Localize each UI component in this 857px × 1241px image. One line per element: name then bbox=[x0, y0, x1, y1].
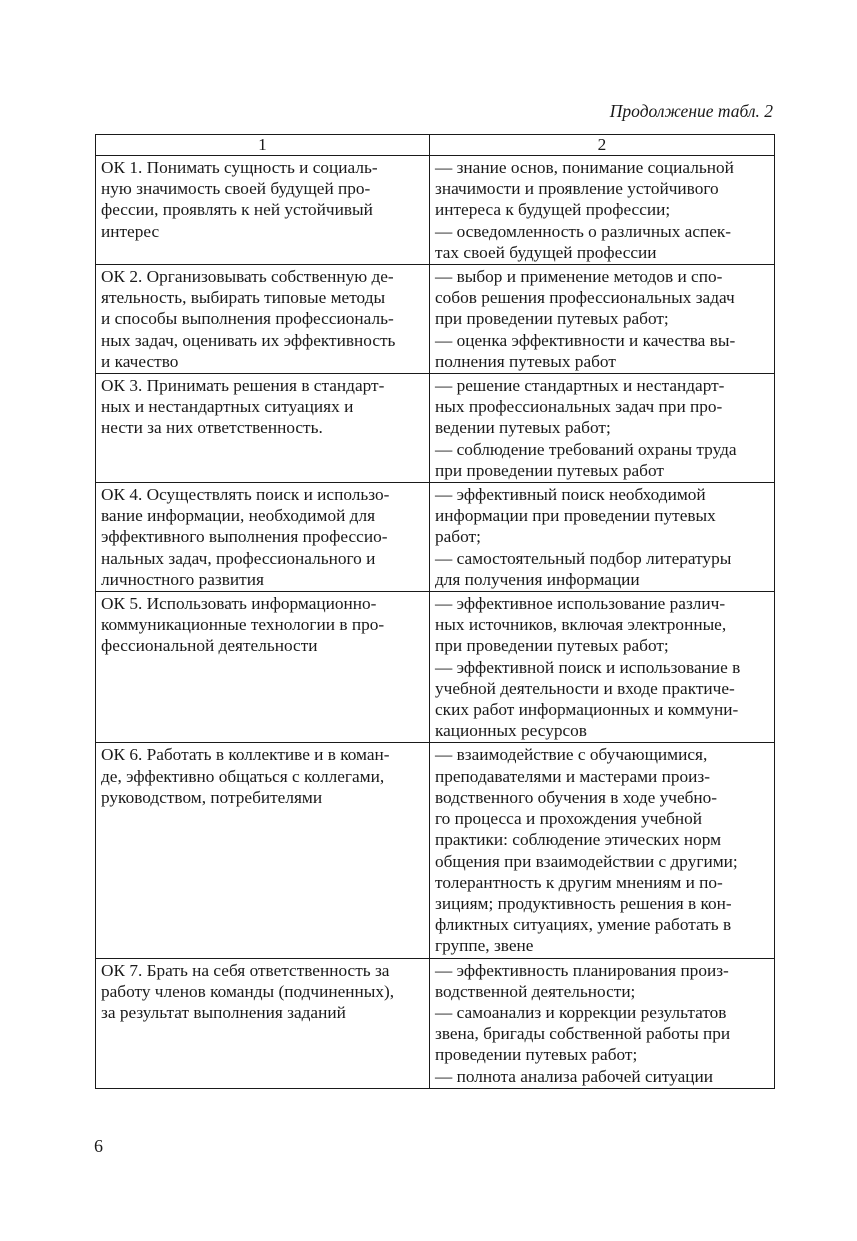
cell-line: интерес bbox=[101, 221, 160, 241]
column-header-1: 1 bbox=[96, 135, 430, 156]
cell-line: — соблюдение требований охраны труда bbox=[435, 439, 737, 459]
cell-line: при проведении путевых работ; bbox=[435, 636, 669, 656]
cell-line: — осведомленность о различных аспек- bbox=[435, 221, 732, 241]
cell-line: — знание основ, понимание социальной bbox=[435, 158, 734, 177]
cell-line: ных и нестандартных ситуациях и bbox=[101, 397, 354, 417]
competency-cell bbox=[96, 265, 430, 374]
table-row bbox=[96, 156, 775, 265]
cell-line: коммуникационные технологии в про- bbox=[101, 615, 385, 635]
cell-line: ных профессиональных задач при про- bbox=[435, 397, 723, 417]
indicator-cell bbox=[430, 483, 775, 592]
cell-line: учебной деятельности и входе практиче- bbox=[435, 678, 735, 698]
cell-line: водственного обучения в ходе учебно- bbox=[435, 787, 718, 807]
cell-line: группе, звене bbox=[435, 936, 534, 956]
indicator-cell bbox=[430, 265, 775, 374]
cell-line: и качество bbox=[101, 351, 179, 371]
cell-line: кационных ресурсов bbox=[435, 721, 587, 741]
column-header-2: 2 bbox=[430, 135, 775, 156]
cell-line: для получения информации bbox=[435, 569, 640, 589]
cell-line: ведении путевых работ; bbox=[435, 418, 611, 438]
cell-line: при проведении путевых работ; bbox=[435, 309, 669, 329]
cell-line: нести за них ответственность. bbox=[101, 418, 323, 438]
cell-line: за результат выполнения заданий bbox=[101, 1002, 346, 1022]
cell-line: зициям; продуктивность решения в кон- bbox=[435, 893, 732, 913]
cell-line: вание информации, необходимой для bbox=[101, 506, 376, 526]
cell-line: го процесса и прохождения учебной bbox=[435, 809, 702, 829]
cell-line: работ; bbox=[435, 527, 481, 547]
cell-line: полнения путевых работ bbox=[435, 351, 616, 371]
cell-line: ОК 2. Организовывать собственную де- bbox=[101, 267, 394, 287]
cell-line: общения при взаимодействии с другими; bbox=[435, 851, 738, 871]
cell-line: — самостоятельный подбор литературы bbox=[435, 548, 732, 568]
cell-line: — эффективный поиск необходимой bbox=[435, 485, 706, 505]
cell-line: ОК 5. Использовать информационно- bbox=[101, 594, 377, 614]
table-row bbox=[96, 483, 775, 592]
cell-line: личностного развития bbox=[101, 569, 264, 589]
cell-line: ОК 7. Брать на себя ответственность за bbox=[101, 960, 390, 980]
cell-line: ятельность, выбирать типовые методы bbox=[101, 288, 386, 308]
page-number: 6 bbox=[94, 1136, 103, 1156]
table-row bbox=[96, 958, 775, 1088]
cell-line: тах своей будущей профессии bbox=[435, 242, 657, 262]
cell-line: нальных задач, профессионального и bbox=[101, 548, 376, 568]
cell-line: — решение стандартных и нестандарт- bbox=[435, 376, 725, 396]
cell-line: водственной деятельности; bbox=[435, 981, 636, 1001]
cell-line: — самоанализ и коррекции результатов bbox=[435, 1002, 727, 1022]
cell-line: ных источников, включая электронные, bbox=[435, 615, 727, 635]
cell-line: фликтных ситуациях, умение работать в bbox=[435, 915, 732, 935]
cell-line: ОК 1. Понимать сущность и социаль- bbox=[101, 158, 378, 177]
indicator-cell bbox=[430, 374, 775, 483]
competency-cell bbox=[96, 743, 430, 958]
cell-line: собов решения профессиональных задач bbox=[435, 288, 735, 308]
cell-line: де, эффективно общаться с коллегами, bbox=[101, 766, 385, 786]
competency-cell bbox=[96, 592, 430, 743]
cell-line: — эффективность планирования произ- bbox=[435, 960, 729, 980]
table-header-row bbox=[96, 135, 775, 156]
cell-line: и способы выполнения профессиональ- bbox=[101, 309, 394, 329]
table-row bbox=[96, 265, 775, 374]
competency-cell bbox=[96, 958, 430, 1088]
cell-line: — выбор и применение методов и спо- bbox=[435, 267, 723, 287]
cell-line: звена, бригады собственной работы при bbox=[435, 1024, 731, 1044]
cell-line: — эффективной поиск и использование в bbox=[435, 657, 741, 677]
indicator-cell bbox=[430, 592, 775, 743]
cell-line: интереса к будущей профессии; bbox=[435, 200, 671, 220]
table-row bbox=[96, 592, 775, 743]
cell-line: ОК 4. Осуществлять поиск и использо- bbox=[101, 485, 390, 505]
cell-line: — взаимодействие с обучающимися, bbox=[435, 745, 708, 765]
cell-line: руководством, потребителями bbox=[101, 787, 323, 807]
cell-line: фессиональной деятельности bbox=[101, 636, 318, 656]
cell-line: при проведении путевых работ bbox=[435, 460, 664, 480]
cell-line: работу членов команды (подчиненных), bbox=[101, 981, 395, 1001]
cell-line: ОК 6. Работать в коллективе и в коман- bbox=[101, 745, 390, 765]
cell-line: значимости и проявление устойчивого bbox=[435, 179, 719, 199]
cell-line: проведении путевых работ; bbox=[435, 1045, 638, 1065]
cell-line: преподавателями и мастерами произ- bbox=[435, 766, 710, 786]
table-caption: Продолжение табл. 2 bbox=[609, 101, 773, 121]
cell-line: ных задач, оценивать их эффективность bbox=[101, 330, 396, 350]
cell-line: толерантность к другим мнениям и по- bbox=[435, 872, 723, 892]
cell-line: эффективного выполнения профессио- bbox=[101, 527, 388, 547]
table-row bbox=[96, 743, 775, 958]
cell-line: — полнота анализа рабочей ситуации bbox=[435, 1066, 714, 1086]
cell-line: ную значимость своей будущей про- bbox=[101, 179, 371, 199]
cell-line: информации при проведении путевых bbox=[435, 506, 716, 526]
cell-line: — эффективное использование различ- bbox=[435, 594, 726, 614]
competency-cell bbox=[96, 483, 430, 592]
competency-cell bbox=[96, 156, 430, 265]
cell-line: практики: соблюдение этических норм bbox=[435, 830, 722, 850]
cell-line: ских работ информационных и коммуни- bbox=[435, 700, 739, 720]
indicator-cell bbox=[430, 156, 775, 265]
table-row bbox=[96, 374, 775, 483]
indicator-cell bbox=[430, 958, 775, 1088]
cell-line: фессии, проявлять к ней устойчивый bbox=[101, 200, 373, 220]
indicator-cell bbox=[430, 743, 775, 958]
competency-table bbox=[95, 134, 775, 1089]
cell-line: — оценка эффективности и качества вы- bbox=[435, 330, 736, 350]
competency-cell bbox=[96, 374, 430, 483]
cell-line: ОК 3. Принимать решения в стандарт- bbox=[101, 376, 385, 396]
